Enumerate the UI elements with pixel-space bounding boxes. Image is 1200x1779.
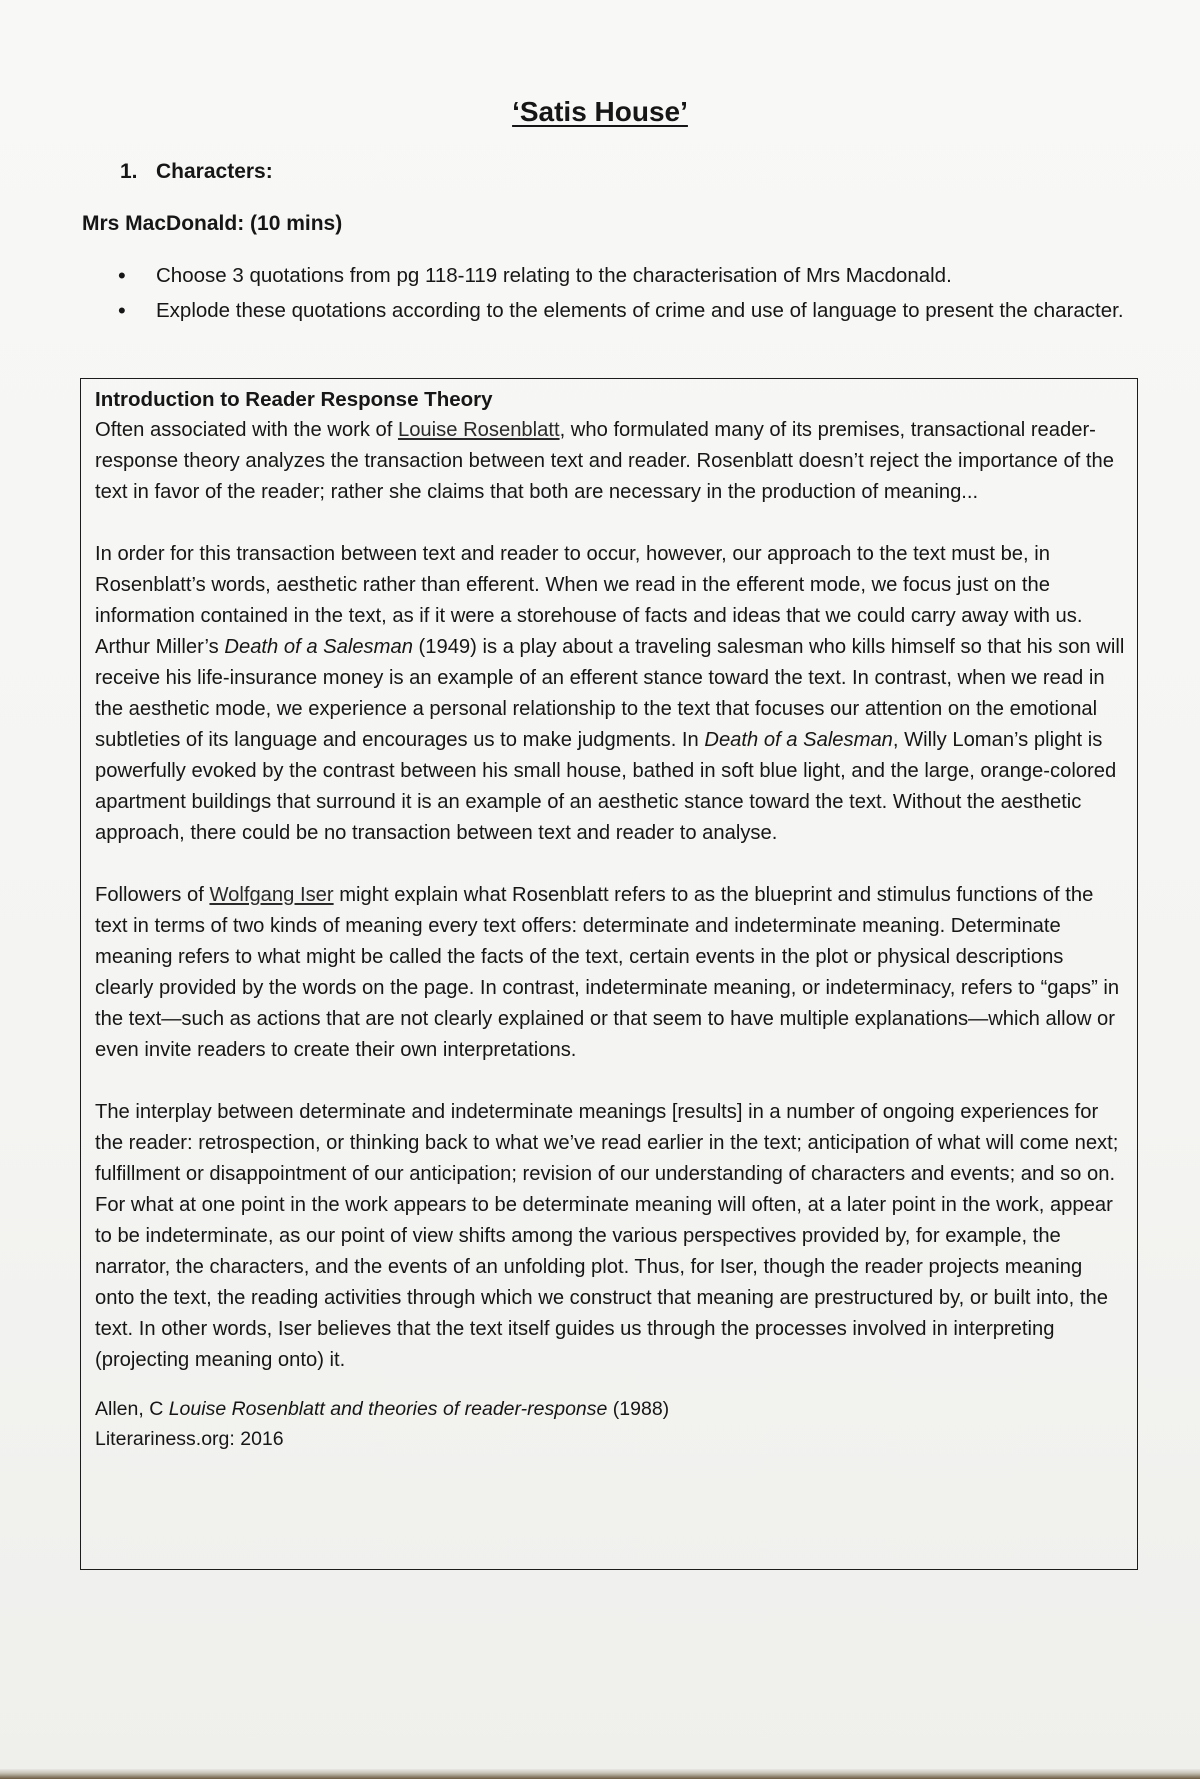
task-text: Choose 3 quotations from pg 118-119 relating to the characterisation of Mrs Macdonald. xyxy=(156,264,952,287)
citation-year: (1988) xyxy=(607,1398,670,1420)
p2-text-a: In order for this transaction between text and reader to occur, however, our approach to the text must be, in Rosenblatt’s words, aesthetic rather than efferent. When we read in the efferent mode, we focus just on the information contained in the text, as if it were a storehouse of facts and ideas that we could carry away with us. Arthur Miller’s xyxy=(95,543,1083,658)
citation-work: Louise Rosenblatt and theories of reader-response xyxy=(168,1398,608,1420)
task-text: Explode these quotations according to the elements of crime and use of language to present the character. xyxy=(156,299,1124,322)
citation xyxy=(95,1394,1127,1454)
play-title: Death of a Salesman xyxy=(224,636,413,658)
bullet-icon: • xyxy=(118,263,126,288)
paragraph-1 xyxy=(95,415,1127,508)
p2-text-b: (1949) is a play about a traveling salesman who kills himself so that his son will receive his life-insurance money is an example of an efferent stance toward the text. In contrast, when we read in the aesthetic mode, we experience a personal relationship to the text that focuses our attention on the emotional subtleties of its language and encourages us to make judgments. In xyxy=(95,636,1125,751)
section-heading xyxy=(120,160,273,184)
paper-bottom-edge xyxy=(0,1769,1200,1779)
document-title: ‘Satis House’ xyxy=(512,96,688,127)
section-number: 1. xyxy=(120,160,138,183)
list-item xyxy=(118,293,1138,328)
citation-source: Literariness.org: 2016 xyxy=(95,1428,284,1450)
play-title: Death of a Salesman xyxy=(704,729,893,751)
section-label: Characters: xyxy=(156,160,273,183)
paragraph-3 xyxy=(95,880,1127,1066)
paragraph-4: The interplay between determinate and indeterminate meanings [results] in a number of ongoing experiences for the reader: retrospection, or thinking back to what we’ve read earlier in the text; anticipation of what will come next; fulfillment or disappointment of our anticipation; revision of our understanding of characters and events; and so on. For what at one point in the work appears to be determinate meaning will often, at a later point in the work, appear to be indeterminate, as our point of view shifts among the various perspectives provided by, for example, the narrator, the characters, and the events of an unfolding plot. Thus, for Iser, though the reader projects meaning onto the text, the reading activities through which we construct that meaning are prestructured by, or built into, the text. In other words, Iser believes that the text itself guides us through the processes involved in interpreting (projecting meaning onto) it. xyxy=(95,1101,1119,1371)
p3-text-start: Followers of xyxy=(95,884,210,906)
paragraph-2 xyxy=(95,539,1127,849)
rosenblatt-link[interactable]: Louise Rosenblatt xyxy=(397,419,560,441)
citation-line-1 xyxy=(95,1394,1127,1424)
bullet-icon: • xyxy=(118,298,126,323)
citation-author: Allen, C xyxy=(95,1398,169,1420)
p3-text-end: might explain what Rosenblatt refers to as the blueprint and stimulus functions of the text in terms of two kinds of meaning every text offers: determinate and indeterminate meaning. Determinate meaning refers to what might be called the facts of the text, certain events in the plot or physical descriptions clearly provided by the words on the page. In contrast, indeterminate meaning, or indeterminacy, refers to “gaps” in the text—such as actions that are not clearly explained or that seem to have multiple explanations—which allow or even invite readers to create their own interpretations. xyxy=(95,884,1120,1061)
box-title: Introduction to Reader Response Theory xyxy=(95,388,493,411)
p1-text-end: , who formulated many of its premises, transactional reader-response theory analyzes the transaction between text and reader. Rosenblatt doesn’t reject the importance of the text in favor of the reader; rather she claims that both are necessary in the production of meaning... xyxy=(95,419,1114,503)
iser-link[interactable]: Wolfgang Iser xyxy=(209,884,334,906)
p1-text-start: Often associated with the work of xyxy=(95,419,398,441)
list-item xyxy=(118,258,1138,293)
p2-text-c: , Willy Loman’s plight is powerfully evoked by the contrast between his small house, bathed in soft blue light, and the large, orange-colored apartment buildings that surround it is an example of an aesthetic stance toward the text. Without the aesthetic approach, there could be no transaction between text and reader to analyse. xyxy=(95,729,1117,844)
reader-response-box xyxy=(80,378,1138,1570)
character-subheading: Mrs MacDonald: (10 mins) xyxy=(82,212,343,235)
task-list xyxy=(118,258,1138,328)
